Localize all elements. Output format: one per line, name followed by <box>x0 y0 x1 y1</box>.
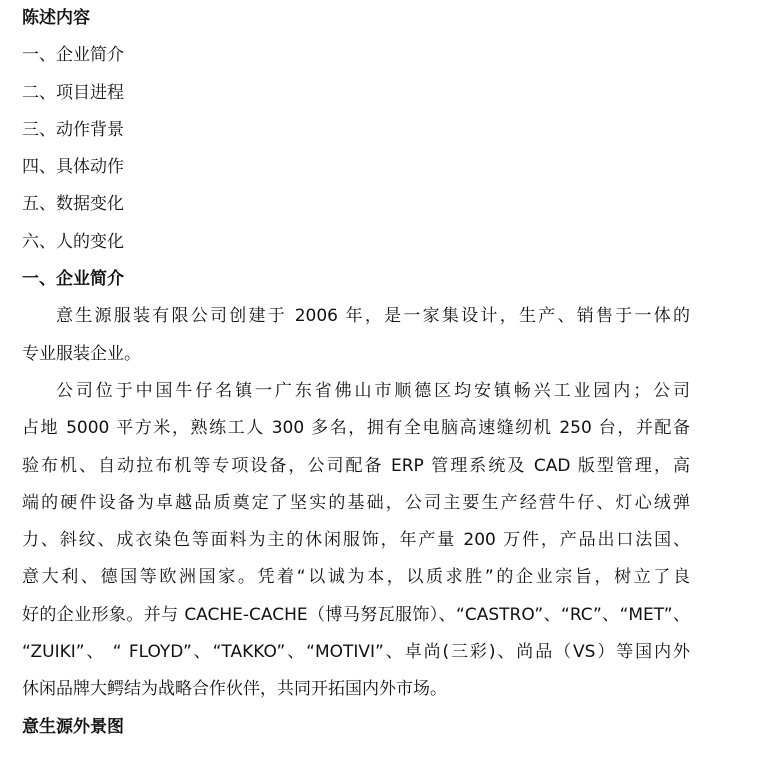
toc-item: 三、动作背景 <box>22 119 124 140</box>
paragraph-line: 意大利、德国等欧洲国家。凭着“以诚为本，以质求胜”的企业宗旨，树立了良 <box>22 567 690 588</box>
paragraph-line: 公司位于中国牛仔名镇一广东省佛山市顺德区均安镇畅兴工业园内；公司 <box>56 380 690 401</box>
paragraph-line: 占地 5000 平方米，熟练工人 300 多名，拥有全电脑高速缝纫机 250 台，并配备 <box>22 418 690 439</box>
image-caption: 意生源外景图 <box>22 716 124 737</box>
contents-heading: 陈述内容 <box>22 8 90 28</box>
paragraph-intro <box>22 298 690 373</box>
paragraph-line: 力、斜纹、成衣染色等面料为主的休闲服饰，年产量 200 万件，产品出口法国、 <box>22 530 690 551</box>
section-title: 一、企业简介 <box>22 269 124 290</box>
toc-item: 二、项目进程 <box>22 82 124 103</box>
paragraph-company <box>22 373 690 709</box>
toc-list <box>22 37 690 261</box>
paragraph-line: 端的硬件设备为卓越品质奠定了坚实的基础，公司主要生产经营牛仔、灯心绒弹 <box>22 492 690 513</box>
document-body <box>22 0 690 746</box>
paragraph-line: 休闲品牌大鳄结为战略合作伙伴，共同开拓国内外市场。 <box>22 679 447 700</box>
toc-item: 五、数据变化 <box>22 194 124 215</box>
toc-item: 六、人的变化 <box>22 231 124 252</box>
paragraph-line: 好的企业形象。并与 CACHE-CACHE（博马努瓦服饰）、“CASTRO”、“RC”、“MET”、 <box>22 604 690 625</box>
toc-item: 一、企业简介 <box>22 45 124 66</box>
paragraph-line: “ZUIKI”、 “ FLOYD”、“TAKKO”、“MOTIVI”、卓尚(三彩)、尚品（VS）等国内外 <box>22 642 690 663</box>
paragraph-line: 意生源服装有限公司创建于 2006 年，是一家集设计，生产、销售于一体的 <box>56 306 690 327</box>
paragraph-line: 验布机、自动拉布机等专项设备，公司配备 ERP 管理系统及 CAD 版型管理，高 <box>22 455 690 476</box>
toc-item: 四、具体动作 <box>22 157 124 178</box>
paragraph-line: 专业服装企业。 <box>22 343 141 364</box>
